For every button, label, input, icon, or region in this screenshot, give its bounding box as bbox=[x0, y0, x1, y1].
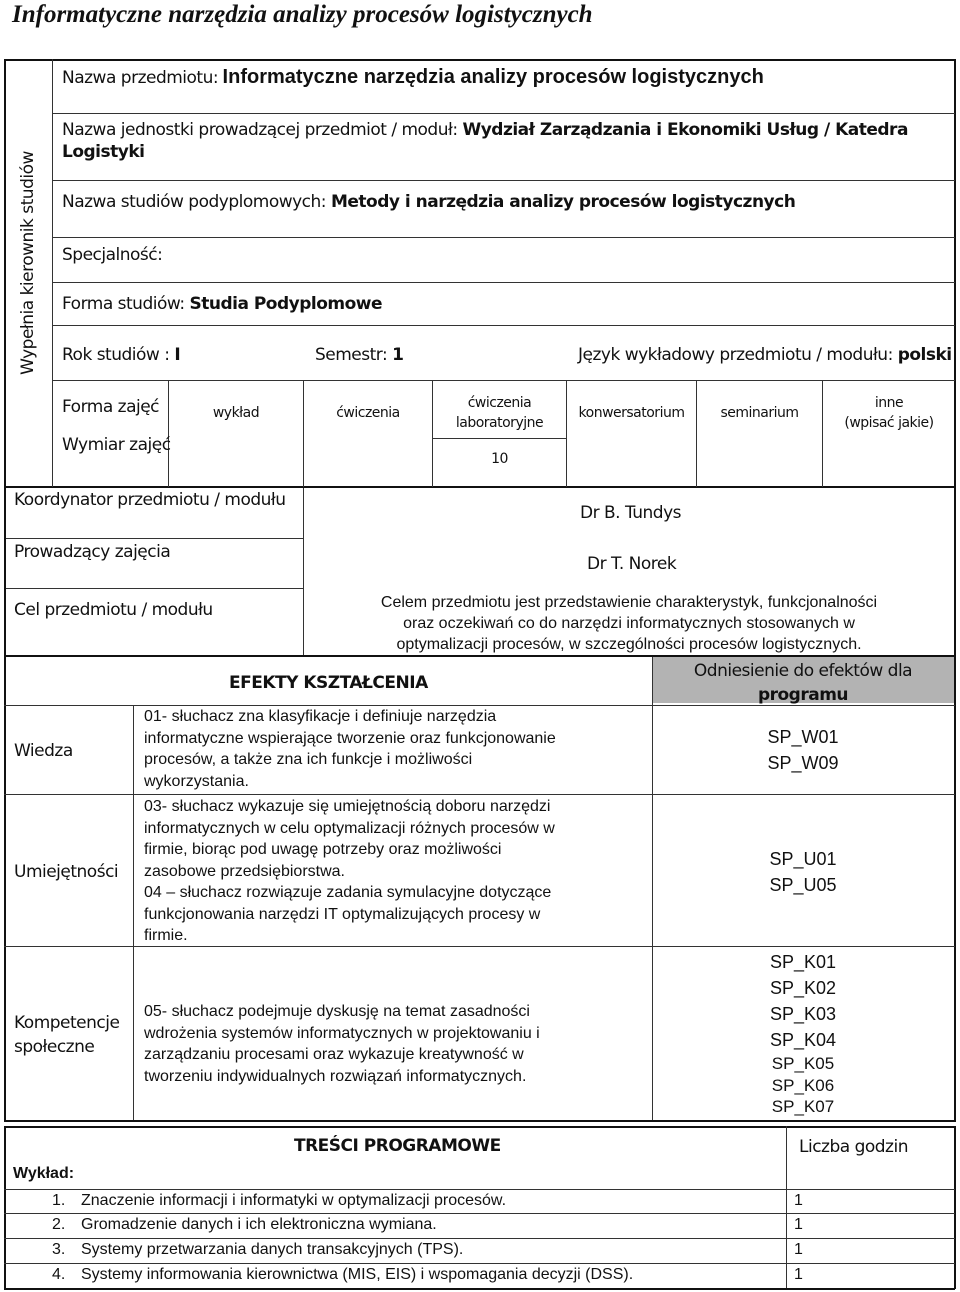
competence-effects: 05- słuchacz podejmuje dyskusję na temat zasadności wdrożenia systemów informatycznych w projektowaniu i zarządzaniu procesami oraz wykazuje kreatywność w tworzeniu indywidualnych rozwiązań informatycznych. bbox=[144, 1003, 540, 1085]
program-topic: Systemy informowania kierownictwa (MIS, EIS) i wspomagania decyzji (DSS). bbox=[81, 1266, 634, 1283]
competence-codes: SP_K01 SP_K02 SP_K03 SP_K04 bbox=[769, 952, 837, 1050]
program-hours: 1 bbox=[794, 1192, 803, 1209]
program-topic: Systemy przetwarzania danych transakcyjnych (TPS). bbox=[81, 1241, 464, 1258]
skills-label: Umiejętności bbox=[14, 862, 119, 882]
coordinator-value: Dr B. Tundys bbox=[580, 503, 682, 523]
exercises-header: ćwiczenia bbox=[336, 405, 400, 421]
program-title: TREŚCI PROGRAMOWE bbox=[294, 1136, 501, 1156]
lecturer-label: Prowadzący zajęcia bbox=[14, 542, 171, 562]
skills-codes: SP_U01 SP_U05 bbox=[769, 849, 837, 895]
lecture-section: Wykład: bbox=[13, 1165, 75, 1182]
language-row: Język wykładowy przedmiotu / modułu: polski bbox=[578, 345, 952, 365]
studies-label: Nazwa studiów podyplomowych: bbox=[62, 192, 327, 212]
program-hours: 1 bbox=[794, 1241, 803, 1258]
hours-header: Liczba godzin bbox=[799, 1137, 908, 1157]
subject-row bbox=[62, 66, 764, 89]
competence-label-2: społeczne bbox=[14, 1037, 95, 1057]
studies-row bbox=[62, 192, 795, 212]
lab-header-1: ćwiczenia bbox=[467, 395, 532, 411]
competence-label-1: Kompetencje bbox=[14, 1013, 120, 1033]
side-label: Wypełnia kierownik studiów bbox=[18, 151, 38, 375]
program-hours: 1 bbox=[794, 1216, 803, 1233]
lab-hours: 10 bbox=[491, 451, 508, 467]
coordinator-label: Koordynator przedmiotu / modułu bbox=[14, 490, 286, 510]
knowledge-effects: 01- słuchacz zna klasyfikacje i definiuje narzędzia informatyczne wspierające tworzenie oraz funkcjonowanie procesów, a także zna ich funkcje i możliwości wykorzystania. bbox=[144, 708, 556, 790]
unit-label: Nazwa jednostki prowadzącej przedmiot / moduł: Wydział Zarządzania i Ekonomiki Usług / Katedra bbox=[62, 120, 908, 140]
lab-header-2: laboratoryjne bbox=[455, 415, 544, 431]
form-label: Forma studiów: bbox=[62, 294, 185, 314]
seminar-header: seminarium bbox=[720, 405, 799, 421]
conversation-header: konwersatorium bbox=[578, 405, 685, 421]
subject-label: Nazwa przedmiotu: bbox=[62, 68, 219, 88]
program-num: 3. bbox=[52, 1241, 66, 1258]
skills-effects: 03- słuchacz wykazuje się umiejętnością doboru narzędzi informatycznych w celu optymalizacji różnych procesów w firmie, biorąc pod uwagę potrzeby oraz możliwości zasobowe przedsiębiorstwa. 04 – słuchacz rozwiązuje zadania symulacyjne dotyczące funkcjonowania narzędzi IT optymalizujących procesy w firmie. bbox=[144, 798, 555, 944]
knowledge-label: Wiedza bbox=[14, 741, 73, 761]
goal-text: Celem przedmiotu jest przedstawienie charakterystyk, funkcjonalności oraz oczekiwań co do narzędzi informatycznych stosowanych w optymalizacji procesów, w szczególności procesów logistycznych. bbox=[380, 594, 878, 653]
year-row: Rok studiów : I bbox=[62, 345, 181, 365]
program-topic: Gromadzenie danych i ich elektroniczna wymiana. bbox=[81, 1216, 437, 1233]
studies-value: Metody i narzędzia analizy procesów logistycznych bbox=[330, 192, 796, 212]
other-header-2: (wpisać jakie) bbox=[844, 415, 934, 431]
goal-label: Cel przedmiotu / modułu bbox=[14, 600, 213, 620]
ref-header-1: Odniesienie do efektów dla bbox=[693, 661, 913, 681]
program-topic: Znaczenie informacji i informatyki w optymalizacji procesów. bbox=[81, 1192, 507, 1209]
subject-value: Informatyczne narzędzia analizy procesów logistycznych bbox=[222, 66, 764, 88]
form-row bbox=[62, 294, 382, 314]
unit-value-cont: Logistyki bbox=[62, 142, 145, 162]
class-form-label: Forma zajęć bbox=[62, 397, 160, 417]
lecture-header: wykład bbox=[212, 405, 260, 421]
other-header-1: inne bbox=[874, 395, 904, 411]
language-value: polski bbox=[897, 345, 952, 365]
effects-title: EFEKTY KSZTAŁCENIA bbox=[229, 673, 428, 693]
program-num: 2. bbox=[52, 1216, 66, 1233]
document-title: Informatyczne narzędzia analizy procesów logistycznych bbox=[12, 1, 593, 28]
semester-value: 1 bbox=[392, 345, 404, 365]
program-num: 4. bbox=[52, 1266, 66, 1283]
year-value: I bbox=[174, 345, 181, 365]
form-value: Studia Podyplomowe bbox=[189, 294, 383, 314]
ref-header-2: programu bbox=[757, 685, 849, 705]
semester-row: Semestr: 1 bbox=[315, 345, 404, 365]
lecturer-value: Dr T. Norek bbox=[587, 554, 677, 574]
competence-codes-small: SP_K05 SP_K06 SP_K07 bbox=[771, 1054, 835, 1116]
class-amount-label: Wymiar zajęć bbox=[62, 435, 171, 455]
program-hours: 1 bbox=[794, 1266, 803, 1283]
specialty-label: Specjalność: bbox=[62, 245, 163, 265]
unit-value: Wydział Zarządzania i Ekonomiki Usług / Katedra bbox=[462, 120, 908, 140]
program-num: 1. bbox=[52, 1192, 66, 1209]
knowledge-codes: SP_W01 SP_W09 bbox=[767, 727, 839, 773]
